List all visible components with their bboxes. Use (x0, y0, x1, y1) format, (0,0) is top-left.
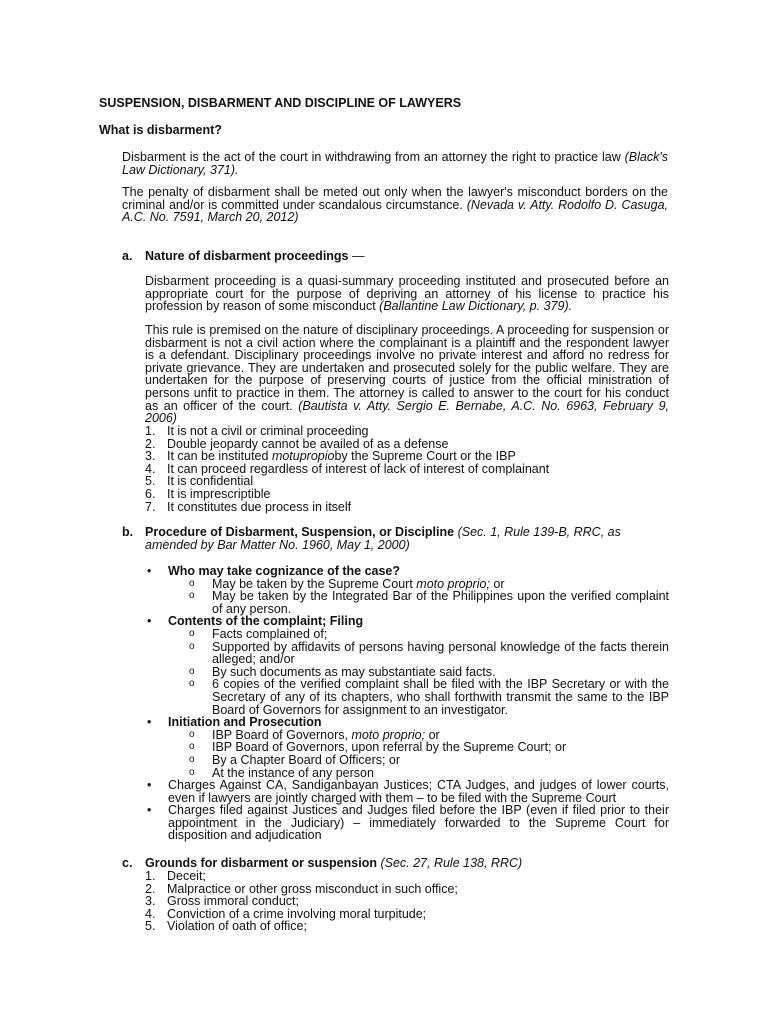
list-item: 3. It can be instituted motupropioby the Supreme Court or the IBP (145, 449, 516, 464)
bullet-icon: • (147, 715, 152, 730)
intro-paragraph (122, 151, 668, 176)
paragraph-text: Disbarment is the act of the court in withdrawing from an attorney the right to practice law (122, 150, 625, 164)
circle-bullet-icon: o (189, 577, 195, 589)
sub-item: o May be taken by the Supreme Court moto proprio; or (189, 576, 505, 591)
list-item: 1. Deceit; (145, 869, 206, 883)
list-item: 6. It is imprescriptible (145, 486, 271, 501)
list-item: • Charges filed against Justices and Judges filed before the IBP (even if filed prior to their appointment in the Judiciary) – immediately forwarded to the Supreme Court for disposition and adjudication (147, 803, 669, 843)
section-label: a. (122, 249, 133, 263)
paragraph-text: Disbarment proceeding is a quasi-summary proceeding instituted and prosecuted before an appropriate court for the purpose of depriving an attorney of his license to practice his profession by reason of some misconduct (145, 274, 669, 314)
list-item: 2. Malpractice or other gross misconduct in such office; (145, 881, 458, 896)
section-label: b. (122, 525, 134, 539)
list-item: 5. It is confidential (145, 474, 254, 489)
sub-item: o By such documents as may substantiate said facts. (189, 664, 496, 679)
circle-bullet-icon: o (189, 640, 195, 652)
sub-item: o Supported by affidavits of persons having personal knowledge of the facts therein alleged; and/or (189, 639, 669, 667)
section-c-heading (122, 857, 682, 870)
bullet-icon: • (147, 614, 152, 629)
list-item: 5. Violation of oath of office; (145, 919, 307, 934)
citation: (Ballantine Law Dictionary, p. 379). (379, 299, 573, 314)
circle-bullet-icon: o (189, 665, 195, 677)
list-item: 1. It is not a civil or criminal proceeding (145, 424, 369, 438)
sub-item: o IBP Board of Governors, upon referral by the Supreme Court; or (189, 740, 567, 755)
circle-bullet-icon: o (189, 741, 195, 753)
list-item: • Charges Against CA, Sandiganbayan Justices; CTA Judges, and judges of lower courts, even if lawyers are jointly charged with them – to be filed with the Supreme Court (147, 778, 669, 805)
sub-item: o By a Chapter Board of Officers; or (189, 752, 401, 767)
intro-paragraph (122, 186, 668, 224)
section-a-paragraph (145, 275, 669, 313)
list-item: 3. Gross immoral conduct; (145, 894, 299, 909)
list-item: 2. Double jeopardy cannot be availed of as a defense (145, 436, 449, 451)
list-item: • Contents of the complaint; Filing o Facts complained of; o Supported by affidavits of persons having personal knowledge of the facts therein alleged; and/or o By such documents as may substantiate said facts. o 6 copies of the verified complaint shall be filed with the IBP Secretary or with the Secretary of any of its chapters, who shall forthwith transmit the same to the IBP Board of Governors for assignment to an investigator. (147, 614, 669, 717)
nature-list (145, 425, 549, 513)
section-a-paragraph (145, 324, 669, 425)
bullet-icon: • (147, 564, 152, 578)
circle-bullet-icon: o (189, 728, 195, 740)
grounds-list (145, 870, 458, 933)
circle-bullet-icon: o (189, 678, 195, 690)
document-title: SUSPENSION, DISBARMENT AND DISCIPLINE OF LAWYERS (99, 96, 462, 110)
citation: (Nevada v. Atty. Rodolfo D. Casuga, A.C. No. 7591, March 20, 2012) (122, 197, 669, 225)
list-item: 7. It constitutes due process in itself (145, 499, 352, 514)
circle-bullet-icon: o (189, 627, 195, 639)
citation: (Sec. 1, Rule 139-B, RRC, as amended by Bar Matter No. 1960, May 1, 2000) (145, 525, 621, 552)
section-title: Procedure of Disbarment, Suspension, or Discipline (145, 525, 455, 539)
list-item: • Initiation and Prosecution o IBP Board of Governors, moto proprio; or o IBP Board of Governors, upon referral by the Supreme Court; or o By a Chapter Board of Officers; or o At the instance of any person (145, 716, 669, 779)
list-item: 4. It can proceed regardless of interest of lack of interest of complainant (145, 461, 550, 476)
paragraph-text: This rule is premised on the nature of disciplinary proceedings. A proceeding for suspension or disbarment is not a civil action where the complainant is a plaintiff and the respondent lawyer is a defendant. Disciplinary proceedings involve no private interest and afford no redress for private grievance. They are undertaken and prosecuted solely for the public welfare. They are undertaken for the purpose of preserving courts of justice from the official ministration of persons unfit to practice in them. The attorney is called to answer to the court for his conduct as an officer of the court. (145, 323, 669, 413)
citation: (Bautista v. Atty. Sergio E. Bernabe, A.C. No. 6963, February 9, 2006) (145, 398, 669, 426)
section-b-heading (122, 526, 670, 551)
section-title: Nature of disbarment proceedings (145, 249, 349, 263)
section-title: Grounds for disbarment or suspension (145, 856, 377, 870)
section-a-heading (122, 250, 682, 263)
circle-bullet-icon: o (189, 753, 195, 765)
section-label: c. (122, 856, 133, 870)
sub-item: o Facts complained of; (189, 626, 328, 641)
sub-item: o At the instance of any person (189, 765, 374, 780)
procedure-list (145, 565, 669, 842)
bullet-icon: • (147, 803, 152, 818)
citation: (Sec. 27, Rule 138, RRC) (376, 856, 523, 870)
question-heading: What is disbarment? (99, 123, 222, 137)
list-item: • Who may take cognizance of the case? o May be taken by the Supreme Court moto proprio; or o May be taken by the Integrated Bar of the Philippines upon the verified complaint of any person. (147, 564, 669, 616)
circle-bullet-icon: o (189, 590, 195, 602)
list-item: 4. Conviction of a crime involving moral turpitude; (145, 906, 427, 921)
heading-dash: — (348, 249, 365, 263)
bullet-icon: • (147, 778, 152, 793)
sub-item: o 6 copies of the verified complaint shall be filed with the IBP Secretary or with the Secretary of any of its chapters, who shall forthwith transmit the same to the IBP Board of Governors for assignment to an investigator. (189, 677, 669, 717)
paragraph-text: The penalty of disbarment shall be meted out only when the lawyer's misconduct borders on the criminal and/or is committed under scandalous circumstance. (122, 185, 668, 212)
sub-item: o IBP Board of Governors, moto proprio; or (189, 727, 440, 742)
circle-bullet-icon: o (189, 766, 195, 778)
citation: (Black's Law Dictionary, 371). (122, 150, 668, 177)
sub-item: o May be taken by the Integrated Bar of the Philippines upon the verified complaint of any person. (189, 589, 669, 616)
